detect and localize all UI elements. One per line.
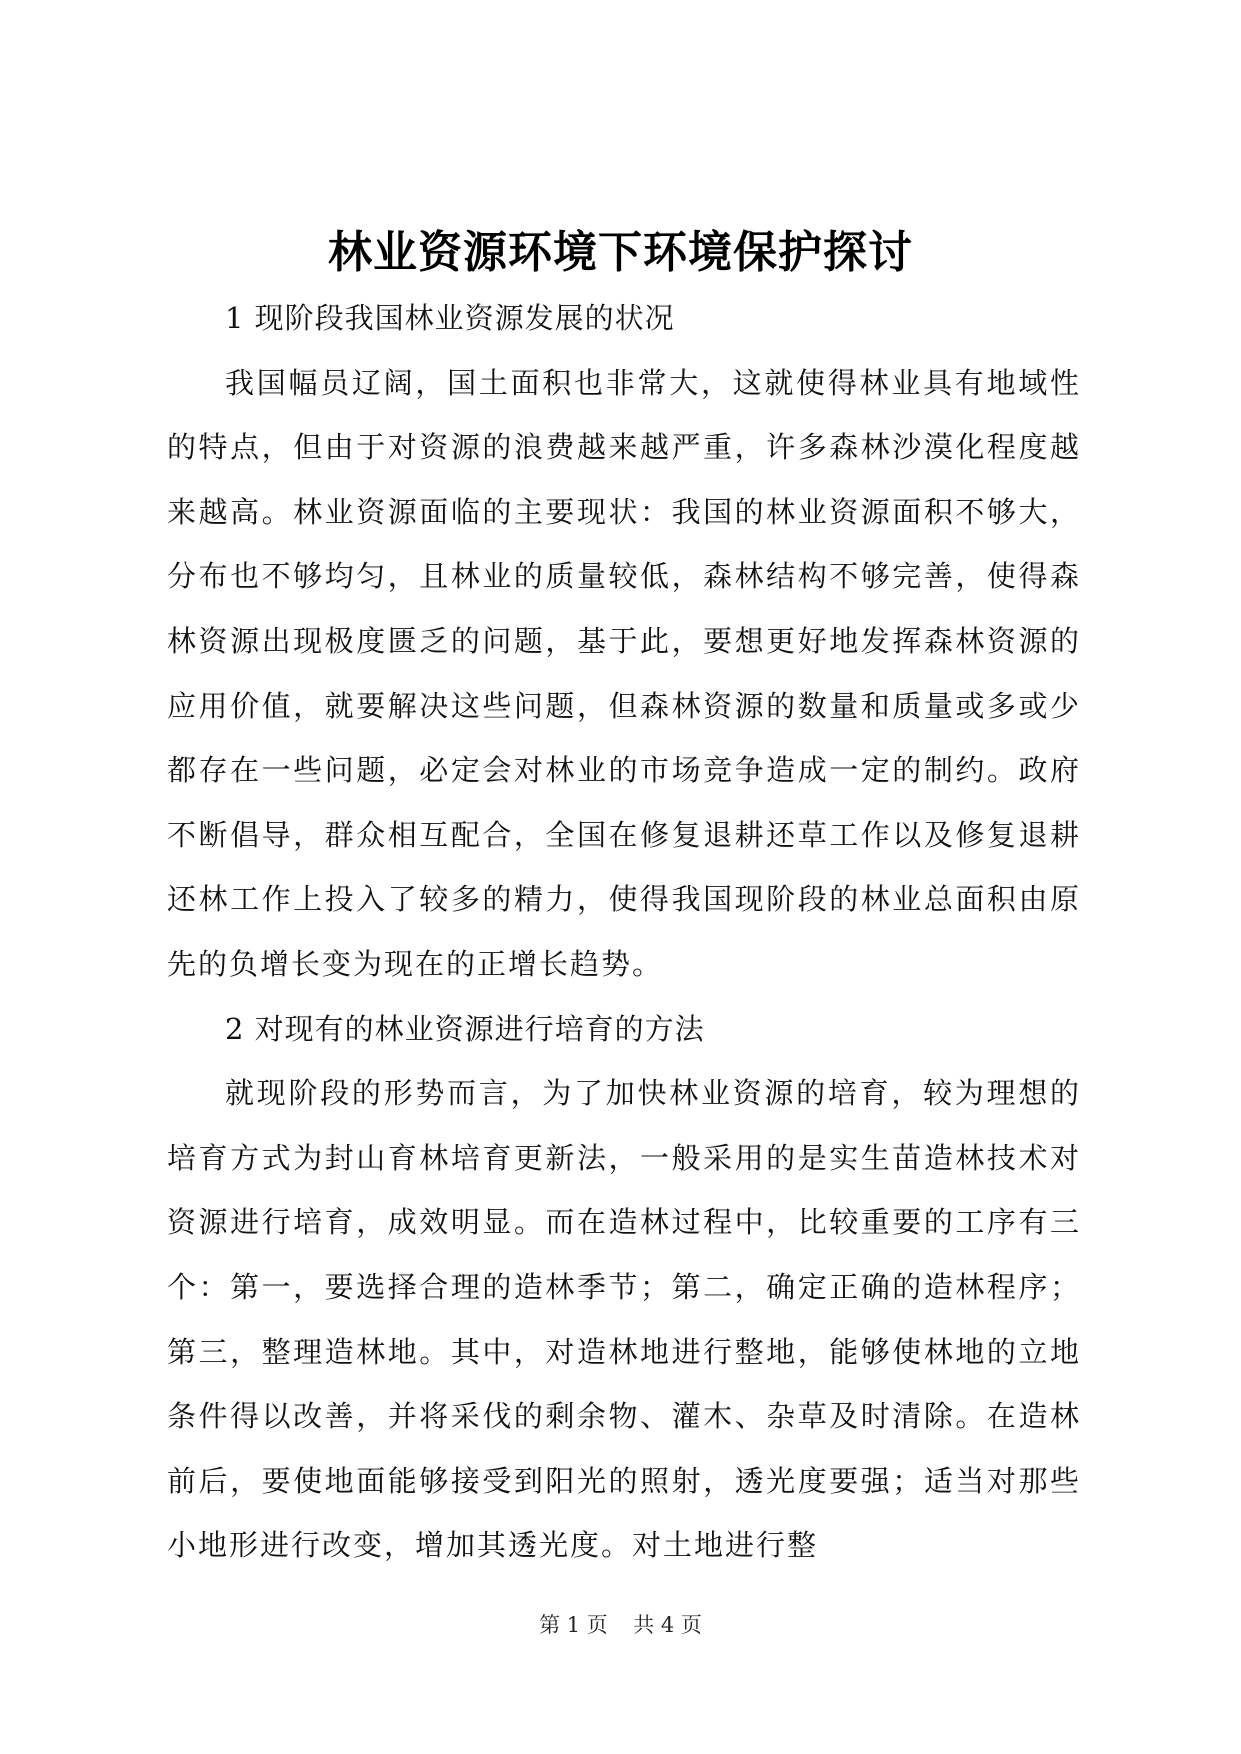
section-paragraph-1: 我国幅员辽阔，国土面积也非常大，这就使得林业具有地域性的特点，但由于对资源的浪费越来越严重，许多森林沙漠化程度越来越高。林业资源面临的主要现状：我国的林业资源面积不够大，分布也不够均匀，且林业的质量较低，森林结构不够完善，使得森林资源出现极度匮乏的问题，基于此，要想更好地发挥森林资源的应用价值，就要解决这些问题，但森林资源的数量和质量或多或少都存在一些问题，必定会对林业的市场竞争造成一定的制约。政府不断倡导，群众相互配合，全国在修复退耕还草工作以及修复退耕还林工作上投入了较多的精力，使得我国现阶段的林业总面积由原先的负增长变为现在的正增长趋势。	[167, 365, 1081, 981]
section-heading-2: 2 对现有的林业资源进行培育的方法	[225, 1011, 705, 1046]
document-body	[167, 286, 1081, 1578]
section-paragraph-2: 就现阶段的形势而言，为了加快林业资源的培育，较为理想的培育方式为封山育林培育更新法，一般采用的是实生苗造林技术对资源进行培育，成效明显。而在造林过程中，比较重要的工序有三个：第一，要选择合理的造林季节；第二，确定正确的造林程序；第三，整理造林地。其中，对造林地进行整地，能够使林地的立地条件得以改善，并将采伐的剩余物、灌木、杂草及时清除。在造林前后，要使地面能够接受到阳光的照射，透光度要强；适当对那些小地形进行改变，增加其透光度。对土地进行整	[167, 1076, 1081, 1563]
total-pages: 共 4 页	[633, 1613, 702, 1637]
document-title: 林业资源环境下环境保护探讨	[328, 227, 913, 278]
section-heading-1: 1 现阶段我国林业资源发展的状况	[225, 301, 675, 335]
page-footer	[0, 1610, 1241, 1640]
page-number: 第 1 页	[539, 1613, 608, 1637]
